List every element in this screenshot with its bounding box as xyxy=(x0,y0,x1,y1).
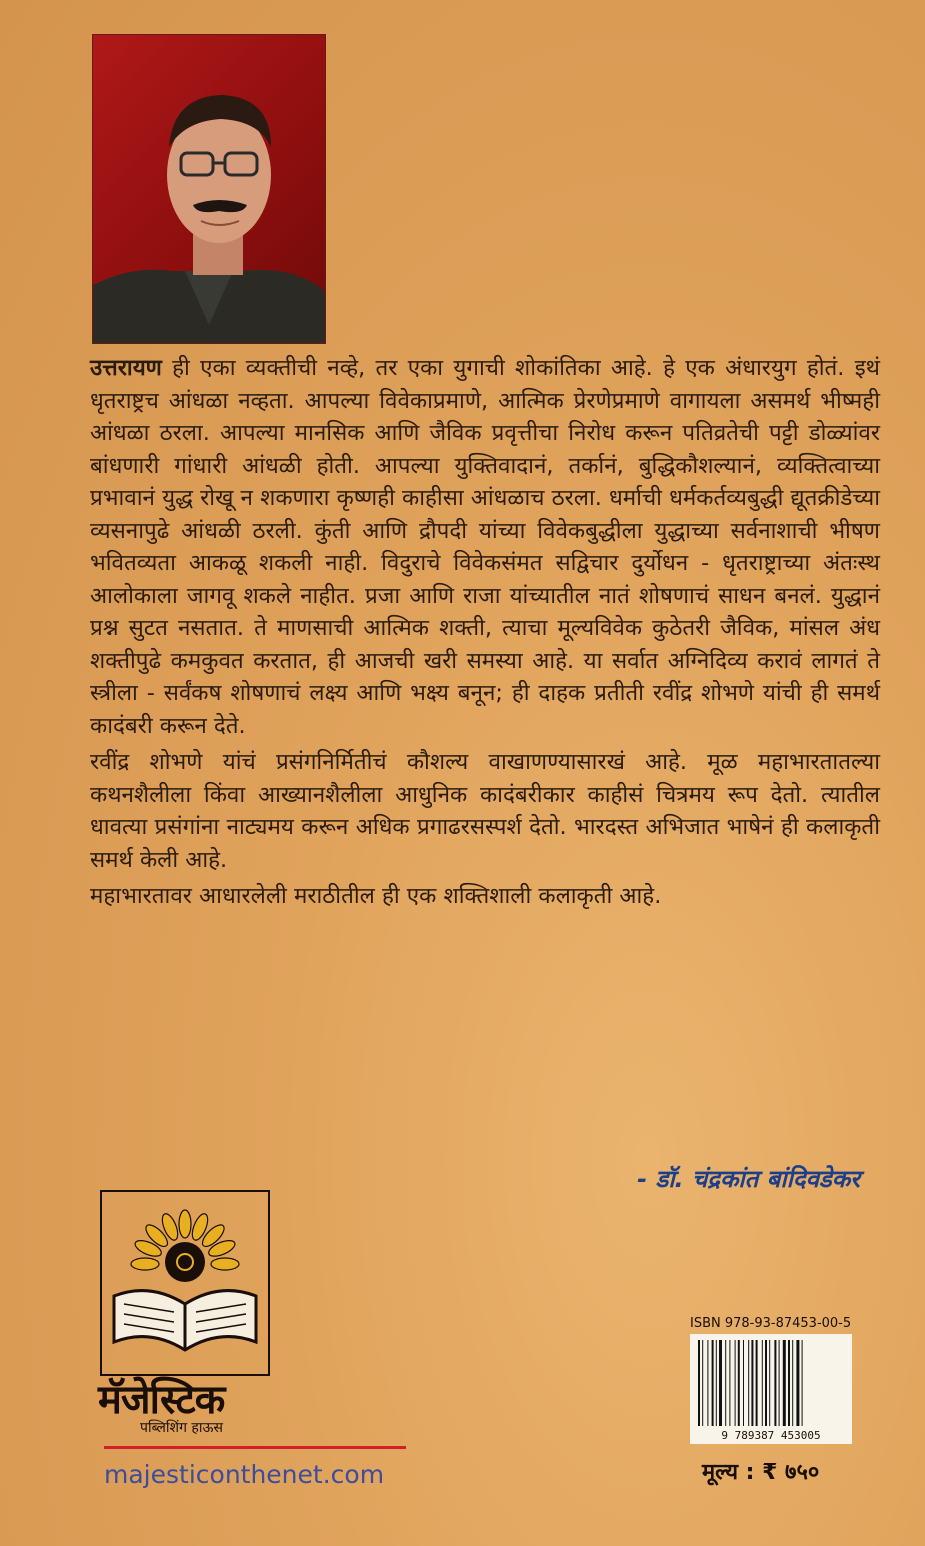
publisher-logo xyxy=(100,1190,270,1376)
price: मूल्य : ₹ ७५० xyxy=(702,1460,820,1485)
blurb-text xyxy=(90,352,880,913)
barcode-bar xyxy=(756,1340,758,1426)
barcode-bar xyxy=(762,1340,763,1426)
book-sunflower-icon xyxy=(102,1192,268,1374)
barcode-bar xyxy=(796,1340,799,1426)
author-portrait xyxy=(93,35,325,343)
barcode-bar xyxy=(769,1340,770,1426)
blurb-paragraph-2: रवींद्र शोभणे यांचं प्रसंगनिर्मितीचं कौशल्य वाखाणण्यासारखं आहे. मूळ महाभारतातल्या कथनशैलीला किंवा आख्यानशैलीला आधुनिक कादंबरीकार काहीसं चित्रमय रूप देतो. त्यातील धावत्या प्रसंगांना नाट्यमय करून अधिक प्रगाढरसस्पर्श देतो. भारदस्त अभिजात भाषेनं ही कलाकृती समर्थ केली आहे. xyxy=(90,749,880,873)
barcode-bar xyxy=(774,1340,776,1426)
barcode-bar xyxy=(716,1340,717,1426)
divider xyxy=(104,1446,406,1449)
publisher-name: मॅजेस्टिक xyxy=(98,1377,225,1423)
isbn-barcode xyxy=(690,1334,852,1444)
author-photo xyxy=(92,34,326,344)
barcode-bar xyxy=(743,1340,744,1426)
barcode-bar xyxy=(779,1340,780,1426)
barcode-bar xyxy=(765,1340,767,1426)
isbn-label: ISBN 978-93-87453-00-5 xyxy=(690,1316,852,1331)
barcode-bar xyxy=(735,1340,736,1426)
barcode-bar xyxy=(738,1340,740,1426)
reviewer-signature: - डॉ. चंद्रकांत बांदिवडेकर xyxy=(637,1165,860,1193)
barcode-digits: 9 789387 453005 xyxy=(721,1429,821,1442)
barcode-icon xyxy=(690,1334,852,1444)
barcode-bar xyxy=(712,1340,714,1426)
paragraph-1-text: ही एका व्यक्तीची नव्हे, तर एका युगाची शोकांतिका आहे. हे एक अंधारयुग होतं. इथं धृतराष्ट्रच आंधळा नव्हता. आपल्या विवेकाप्रमाणे, आत्मिक प्रेरणेप्रमाणे वागायला असमर्थ भीष्मही आंधळा ठरला. आपल्या मानसिक आणि जैविक प्रवृत्तीचा निरोध करून पतिव्रतेची पट्टी डोळ्यांवर बांधणारी गांधारी आंधळी होती. आपल्या युक्तिवादानं, तर्कानं, बुद्धिकौशल्यानं, व्यक्तित्वाच्या प्रभावानं युद्ध रोखू न शकणारा कृष्णही काहीसा आंधळाच ठरला. धर्माची धर्मकर्तव्यबुद्धी द्यूतक्रीडेच्या व्यसनापुढे आंधळी ठरली. कुंती आणि द्रौपदी यांच्या विवेकबुद्धीला युद्धाच्या सर्वनाशाची भीषण भवितव्यता आकळू शकली नाही. विदुराचे विवेकसंमत सद्विचार दुर्योधन - धृतराष्ट्राच्या अंतःस्थ आलोकाला जागवू शकले नाहीत. प्रजा आणि राजा यांच्यातील नातं शोषणाचं साधन बनलं. युद्धानं प्रश्न सुटत नसतात. ते माणसाची आत्मिक शक्ती, त्याचा मूल्यविवेक कुठेतरी जैविक, मांसल अंध शक्तीपुढे कमकुवत करतात, ही आजची खरी समस्या आहे. या सर्वात अग्निदिव्य करावं लागतं ते स्त्रीला - सर्वंकष शोषणाचं लक्ष्य आणि भक्ष्य बनून; ही दाहक प्रतीती रवींद्र शोभणे यांची ही समर्थ कादंबरी करून देते. xyxy=(90,355,880,739)
barcode-bar xyxy=(729,1340,730,1426)
blurb-paragraph-1 xyxy=(90,352,880,742)
barcode-bar xyxy=(702,1340,703,1426)
barcode-bar xyxy=(719,1340,722,1426)
book-title: उत्तरायण xyxy=(90,355,162,381)
publisher-subtitle: पब्लिशिंग हाऊस xyxy=(140,1420,223,1436)
barcode-bar xyxy=(792,1340,793,1426)
barcode-bar xyxy=(788,1340,790,1426)
barcode-bar xyxy=(725,1340,726,1426)
barcode-bar xyxy=(698,1340,700,1426)
barcode-bar xyxy=(707,1340,708,1426)
barcode-bar xyxy=(802,1340,803,1426)
barcode-bar xyxy=(748,1340,749,1426)
blurb-paragraph-3: महाभारतावर आधारलेली मराठीतील ही एक शक्तिशाली कलाकृती आहे. xyxy=(90,883,662,909)
barcode-bar xyxy=(783,1340,786,1426)
barcode-bar xyxy=(751,1340,753,1426)
publisher-website-link[interactable]: majesticonthenet.com xyxy=(104,1460,385,1489)
